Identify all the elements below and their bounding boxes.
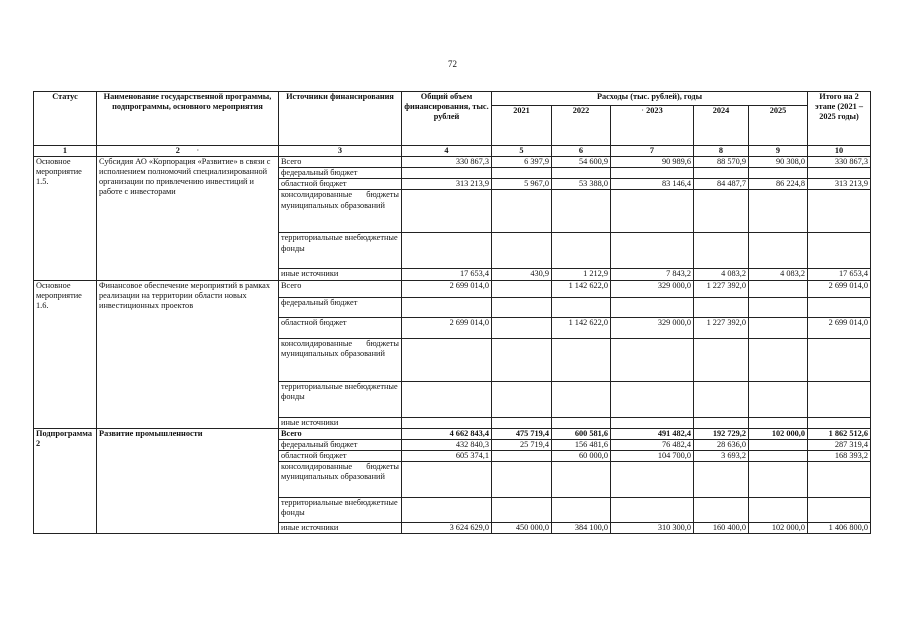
header-year: · 2023: [611, 106, 694, 146]
source-cell: иные источники: [279, 417, 402, 428]
value-cell: 25 719,4: [492, 439, 552, 450]
value-cell: [749, 450, 808, 461]
col-number: 1: [34, 146, 97, 157]
col-number: 3: [279, 146, 402, 157]
value-cell: [749, 168, 808, 179]
value-cell: 2 699 014,0: [402, 280, 492, 297]
value-cell: 60 000,0: [552, 450, 611, 461]
value-cell: 310 300,0: [611, 522, 694, 533]
value-cell: [611, 233, 694, 269]
value-cell: 1 227 392,0: [694, 280, 749, 297]
value-cell: 329 000,0: [611, 317, 694, 338]
value-cell: [694, 497, 749, 522]
value-cell: [749, 297, 808, 317]
value-cell: [552, 338, 611, 381]
value-cell: [808, 417, 871, 428]
value-cell: [694, 417, 749, 428]
value-cell: 90 308,0: [749, 157, 808, 168]
value-cell: 1 862 512,6: [808, 428, 871, 439]
value-cell: 2 699 014,0: [808, 280, 871, 297]
value-cell: 4 083,2: [694, 269, 749, 280]
col-number: 6: [552, 146, 611, 157]
source-cell: Всего: [279, 157, 402, 168]
status-cell: Основное мероприятие 1.5.: [34, 157, 97, 280]
source-cell: областной бюджет: [279, 179, 402, 190]
value-cell: 1 227 392,0: [694, 317, 749, 338]
value-cell: [694, 168, 749, 179]
value-cell: 4 662 843,4: [402, 428, 492, 439]
header-sources: Источники финансирования: [279, 92, 402, 146]
value-cell: [492, 280, 552, 297]
source-cell: консолидированные бюджеты муниципальных образований: [279, 190, 402, 233]
source-cell: консолидированные бюджеты муниципальных образований: [279, 338, 402, 381]
value-cell: 90 989,6: [611, 157, 694, 168]
value-cell: 287 319,4: [808, 439, 871, 450]
source-cell: Всего: [279, 428, 402, 439]
value-cell: 156 481,6: [552, 439, 611, 450]
value-cell: 104 700,0: [611, 450, 694, 461]
value-cell: [492, 168, 552, 179]
value-cell: [694, 338, 749, 381]
value-cell: [402, 168, 492, 179]
value-cell: [492, 381, 552, 417]
value-cell: 1 142 622,0: [552, 280, 611, 297]
value-cell: 168 393,2: [808, 450, 871, 461]
value-cell: 160 400,0: [694, 522, 749, 533]
value-cell: [492, 497, 552, 522]
col-number: 5: [492, 146, 552, 157]
source-cell: консолидированные бюджеты муниципальных образований: [279, 461, 402, 497]
value-cell: 330 867,3: [808, 157, 871, 168]
source-cell: федеральный бюджет: [279, 439, 402, 450]
header-year: 2025: [749, 106, 808, 146]
col-number: 2 ·: [97, 146, 279, 157]
source-cell: федеральный бюджет: [279, 168, 402, 179]
value-cell: [694, 190, 749, 233]
col-number: 4: [402, 146, 492, 157]
value-cell: [808, 461, 871, 497]
table-row: [34, 428, 871, 439]
value-cell: [694, 297, 749, 317]
value-cell: 83 146,4: [611, 179, 694, 190]
table-row: [34, 280, 871, 297]
value-cell: [808, 338, 871, 381]
value-cell: 76 482,4: [611, 439, 694, 450]
value-cell: [611, 338, 694, 381]
value-cell: [402, 381, 492, 417]
value-cell: [694, 381, 749, 417]
name-cell: Развитие промышленности: [97, 428, 279, 533]
header-name: Наименование государственной программы, подпрограммы, основного мероприятия: [97, 92, 279, 146]
value-cell: 53 388,0: [552, 179, 611, 190]
value-cell: 313 213,9: [402, 179, 492, 190]
value-cell: 5 967,0: [492, 179, 552, 190]
value-cell: [808, 297, 871, 317]
value-cell: [492, 297, 552, 317]
value-cell: [808, 168, 871, 179]
value-cell: [694, 461, 749, 497]
name-cell: Финансовое обеспечение мероприятий в рамках реализации на территории области новых инвестиционных проектов: [97, 280, 279, 428]
value-cell: [402, 233, 492, 269]
value-cell: [749, 417, 808, 428]
col-number: 9: [749, 146, 808, 157]
value-cell: 1 212,9: [552, 269, 611, 280]
value-cell: [402, 417, 492, 428]
source-cell: областной бюджет: [279, 317, 402, 338]
value-cell: [492, 233, 552, 269]
value-cell: 475 719,4: [492, 428, 552, 439]
budget-table: [33, 91, 871, 534]
value-cell: [402, 297, 492, 317]
source-cell: иные источники: [279, 269, 402, 280]
value-cell: 102 000,0: [749, 428, 808, 439]
header-year: 2021: [492, 106, 552, 146]
value-cell: 430,9: [492, 269, 552, 280]
value-cell: 2 699 014,0: [402, 317, 492, 338]
table-row: [34, 157, 871, 168]
value-cell: [492, 450, 552, 461]
value-cell: [492, 417, 552, 428]
source-cell: территориальные внебюджетные фонды: [279, 233, 402, 269]
value-cell: [749, 190, 808, 233]
value-cell: [611, 497, 694, 522]
value-cell: [492, 190, 552, 233]
value-cell: [749, 338, 808, 381]
value-cell: [552, 168, 611, 179]
status-cell: Подпрограмма 2: [34, 428, 97, 533]
value-cell: [492, 461, 552, 497]
value-cell: 4 083,2: [749, 269, 808, 280]
value-cell: [552, 417, 611, 428]
value-cell: 330 867,3: [402, 157, 492, 168]
page-number: 72: [448, 59, 457, 69]
value-cell: [749, 381, 808, 417]
value-cell: [808, 381, 871, 417]
value-cell: 2 699 014,0: [808, 317, 871, 338]
value-cell: 6 397,9: [492, 157, 552, 168]
value-cell: [402, 338, 492, 381]
value-cell: 17 653,4: [402, 269, 492, 280]
value-cell: 84 487,7: [694, 179, 749, 190]
value-cell: 600 581,6: [552, 428, 611, 439]
value-cell: [808, 233, 871, 269]
value-cell: 54 600,9: [552, 157, 611, 168]
value-cell: [552, 381, 611, 417]
status-cell: Основное мероприятие 1.6.: [34, 280, 97, 428]
value-cell: 329 000,0: [611, 280, 694, 297]
value-cell: 1 142 622,0: [552, 317, 611, 338]
value-cell: [402, 497, 492, 522]
value-cell: [611, 461, 694, 497]
col-number: 8: [694, 146, 749, 157]
source-cell: территориальные внебюджетные фонды: [279, 381, 402, 417]
value-cell: [749, 497, 808, 522]
value-cell: [694, 233, 749, 269]
value-cell: [611, 417, 694, 428]
value-cell: [808, 190, 871, 233]
value-cell: 3 693,2: [694, 450, 749, 461]
col-number: 10: [808, 146, 871, 157]
value-cell: [552, 190, 611, 233]
value-cell: 605 374,1: [402, 450, 492, 461]
value-cell: [749, 317, 808, 338]
value-cell: [749, 439, 808, 450]
header-total-volume: Общий объем финансирования, тыс. рублей: [402, 92, 492, 146]
header-year: 2024: [694, 106, 749, 146]
value-cell: [492, 338, 552, 381]
value-cell: 86 224,8: [749, 179, 808, 190]
value-cell: [611, 381, 694, 417]
source-cell: областной бюджет: [279, 450, 402, 461]
col-number: 7: [611, 146, 694, 157]
value-cell: 384 100,0: [552, 522, 611, 533]
value-cell: [492, 317, 552, 338]
header-year: 2022: [552, 106, 611, 146]
value-cell: 28 636,0: [694, 439, 749, 450]
source-cell: иные источники: [279, 522, 402, 533]
value-cell: [611, 297, 694, 317]
value-cell: [749, 233, 808, 269]
value-cell: 17 653,4: [808, 269, 871, 280]
source-cell: федеральный бюджет: [279, 297, 402, 317]
value-cell: [611, 190, 694, 233]
value-cell: [749, 280, 808, 297]
value-cell: [552, 497, 611, 522]
value-cell: 313 213,9: [808, 179, 871, 190]
value-cell: 7 843,2: [611, 269, 694, 280]
value-cell: [552, 461, 611, 497]
header-status: Статус: [34, 92, 97, 146]
value-cell: 88 570,9: [694, 157, 749, 168]
value-cell: [402, 461, 492, 497]
value-cell: [611, 168, 694, 179]
value-cell: 491 482,4: [611, 428, 694, 439]
value-cell: 1 406 800,0: [808, 522, 871, 533]
value-cell: [808, 497, 871, 522]
value-cell: [552, 233, 611, 269]
name-cell: Субсидия АО «Корпорация «Развитие» в связи с исполнением полномочий специализированной организации по привлечению инвестиций и работе с инвесторами: [97, 157, 279, 280]
value-cell: 3 624 629,0: [402, 522, 492, 533]
value-cell: [749, 461, 808, 497]
header-expenses: Расходы (тыс. рублей), годы: [492, 92, 808, 106]
value-cell: [402, 190, 492, 233]
value-cell: 432 840,3: [402, 439, 492, 450]
value-cell: 102 000,0: [749, 522, 808, 533]
source-cell: Всего: [279, 280, 402, 297]
header-itogo: Итого на 2 этапе (2021 – 2025 годы): [808, 92, 871, 146]
value-cell: 192 729,2: [694, 428, 749, 439]
source-cell: территориальные внебюджетные фонды: [279, 497, 402, 522]
value-cell: 450 000,0: [492, 522, 552, 533]
value-cell: [552, 297, 611, 317]
